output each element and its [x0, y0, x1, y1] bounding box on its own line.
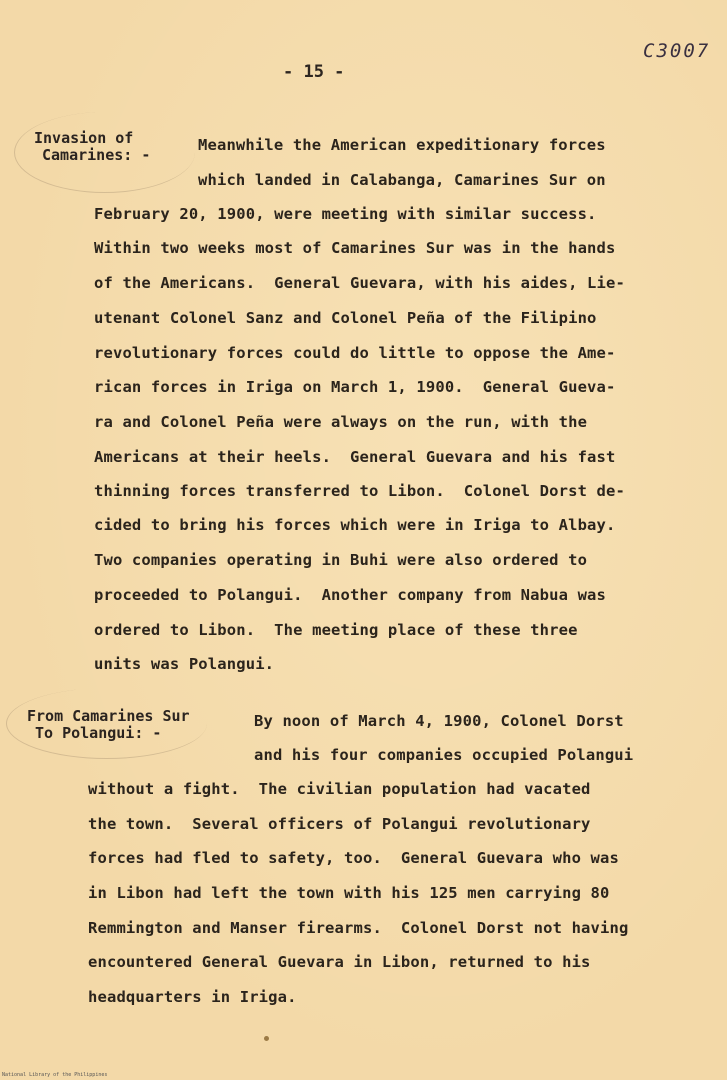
text-line: Meanwhile the American expeditionary forces [198, 136, 606, 154]
text-line: without a fight. The civilian population had vacated [88, 780, 591, 798]
section-1-heading [34, 130, 150, 164]
text-line: thinning forces transferred to Libon. Colonel Dorst de- [94, 482, 625, 500]
text-line: ra and Colonel Peña were always on the run, with the [94, 413, 588, 431]
heading-line: Invasion of [34, 129, 134, 147]
text-line: rican forces in Iriga on March 1, 1900. General Gueva- [94, 378, 616, 396]
text-line: revolutionary forces could do little to oppose the Ame- [94, 344, 616, 362]
text-line: cided to bring his forces which were in Iriga to Albay. [94, 516, 616, 534]
text-line: Remmington and Manser firearms. Colonel Dorst not having [88, 919, 629, 937]
text-line: units was Polangui. [94, 655, 275, 673]
catalog-number: C3007 [643, 40, 711, 62]
text-line: February 20, 1900, were meeting with similar success. [94, 205, 597, 223]
text-line: Within two weeks most of Camarines Sur was in the hands [94, 239, 616, 257]
text-line: in Libon had left the town with his 125 men carrying 80 [88, 884, 610, 902]
text-line: encountered General Guevara in Libon, returned to his [88, 953, 591, 971]
text-line: utenant Colonel Sanz and Colonel Peña of the Filipino [94, 309, 597, 327]
text-line: and his four companies occupied Polangui [254, 746, 634, 764]
text-line: proceeded to Polangui. Another company from Nabua was [94, 586, 607, 604]
text-line: By noon of March 4, 1900, Colonel Dorst [254, 712, 624, 730]
section-2-heading [27, 708, 190, 742]
ink-blot [264, 1036, 269, 1041]
scan-footer: National Library of the Philippines [2, 1072, 108, 1078]
heading-line: Camarines: - [42, 146, 151, 164]
heading-line: From Camarines Sur [27, 707, 190, 725]
page-number: - 15 - [283, 62, 345, 82]
text-line: forces had fled to safety, too. General Guevara who was [88, 849, 619, 867]
text-line: of the Americans. General Guevara, with his aides, Lie- [94, 274, 625, 292]
heading-line: To Polangui: - [35, 724, 162, 742]
text-line: the town. Several officers of Polangui revolutionary [88, 815, 591, 833]
text-line: Two companies operating in Buhi were also ordered to [94, 551, 588, 569]
text-line: which landed in Calabanga, Camarines Sur on [198, 171, 606, 189]
text-line: ordered to Libon. The meeting place of these three [94, 621, 578, 639]
text-line: headquarters in Iriga. [88, 988, 297, 1006]
text-line: Americans at their heels. General Guevara and his fast [94, 448, 616, 466]
